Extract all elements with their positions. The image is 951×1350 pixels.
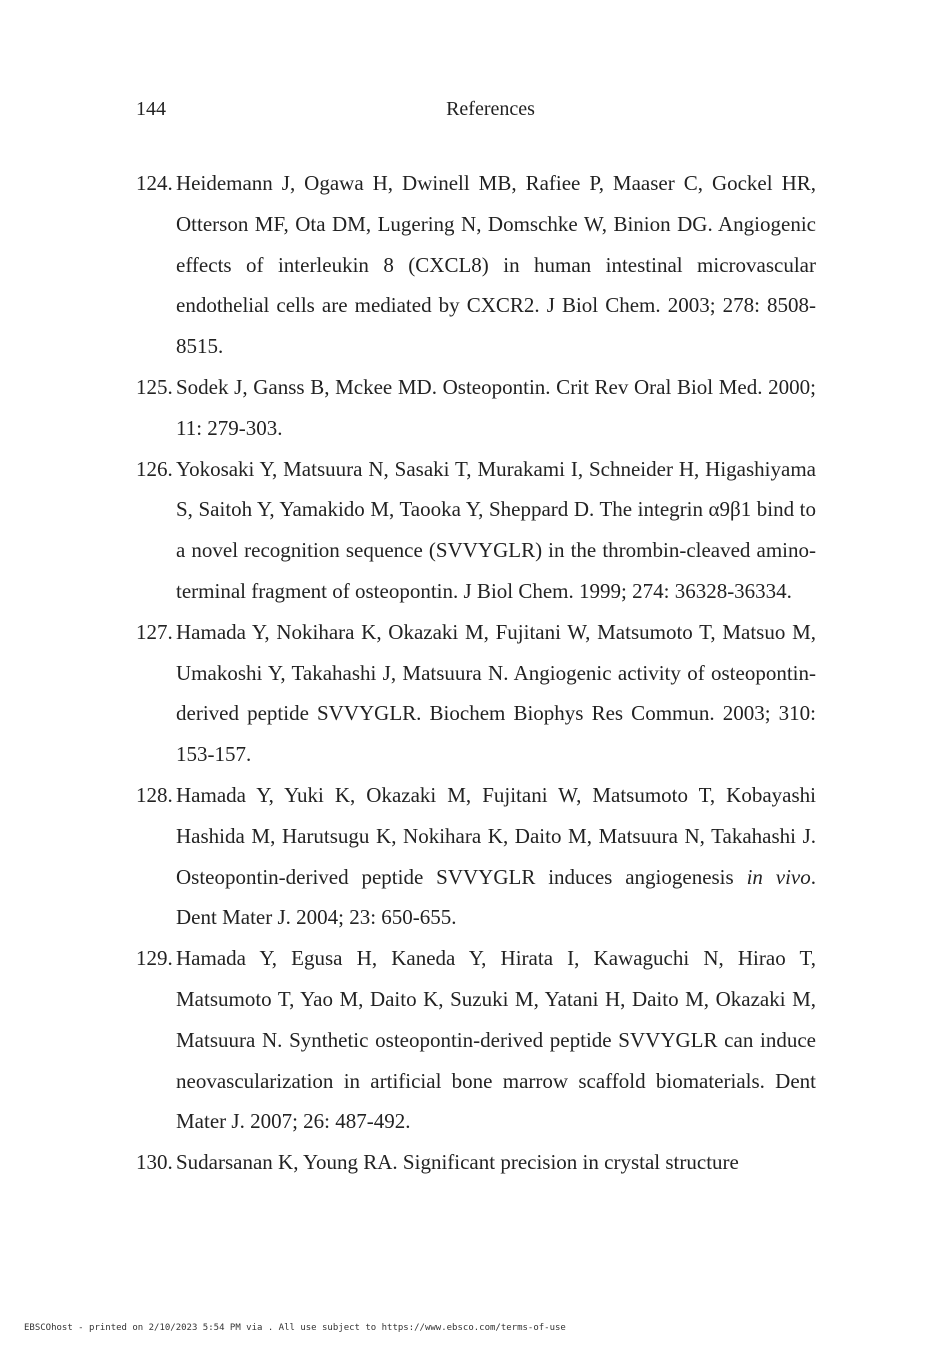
reference-item — [136, 449, 816, 612]
reference-text: Hamada Y, Nokihara K, Okazaki M, Fujitani W, Matsumoto T, Matsuo M, Umakoshi Y, Takahashi J, Matsuura N. Angiogenic activity of osteopontin- derived peptide SVVYGLR. Biochem Biophys Res Commun. 2003; 310: 153-157. — [176, 619, 816, 767]
reference-text: Sodek J, Ganss B, Mckee MD. Osteopontin. Crit Rev Oral Biol Med. 2000; 11: 279-303. — [176, 374, 816, 440]
reference-text: Hamada Y, Egusa H, Kaneda Y, Hirata I, Kawaguchi N, Hirao T, Matsumoto T, Yao M, Daito K, Suzuki M, Yatani H, Daito M, Okazaki M, Matsuura N. Synthetic osteopontin-derived peptide SVVYGLR can induce neovascularization in artificial bone marrow scaffold biomaterials. Dent Mater J. 2007; 26: 487-492. — [176, 946, 816, 1134]
reference-item — [136, 938, 816, 1142]
reference-text-part: Hamada Y, Yuki K, Okazaki M, Fujitani W, Matsumoto T, Kobayashi Hashida M, Harutsugu K, Nokihara K, Daito M, Matsuura N, Takahashi J. Osteopontin-derived peptide SVVYGLR induces angiogenesis — [176, 782, 816, 889]
italic-term: in vivo — [746, 864, 811, 889]
reference-text-part: . Dent Mater J. 2004; 23: 650-655. — [176, 864, 816, 930]
reference-item — [136, 612, 816, 775]
page-number: 144 — [136, 98, 166, 120]
reference-item — [136, 1142, 816, 1183]
running-head: References — [446, 98, 535, 120]
reference-number: 126. — [136, 456, 173, 481]
reference-list — [136, 163, 816, 1183]
reference-number: 130. — [136, 1150, 173, 1175]
reference-text — [176, 775, 816, 938]
reference-number: 129. — [136, 946, 173, 971]
reference-item — [136, 163, 816, 367]
reference-text: Sudarsanan K, Young RA. Significant precision in crystal structure — [176, 1150, 739, 1175]
reference-item — [136, 775, 816, 938]
reference-number: 127. — [136, 619, 173, 644]
reference-item — [136, 367, 816, 449]
reference-number: 125. — [136, 374, 173, 399]
reference-text: Yokosaki Y, Matsuura N, Sasaki T, Murakami I, Schneider H, Higashiyama S, Saitoh Y, Yamakido M, Taooka Y, Sheppard D. The integrin α9β1 bind to a novel recognition sequence (SVVYGLR) in the thrombin-cleaved amino-terminal fragment of osteopontin. J Biol Chem. 1999; 274: 36328-36334. — [176, 456, 816, 603]
reference-number: 124. — [136, 171, 173, 195]
reference-number: 128. — [136, 782, 173, 807]
reference-text: Heidemann J, Ogawa H, Dwinell MB, Rafiee P, Maaser C, Gockel HR, Otterson MF, Ota DM, Lugering N, Domschke W, Binion DG. Angiogenic effects of interleukin 8 (CXCL8) in human intestinal microvascular endothelial cells are mediated by CXCR2. J Biol Chem. 2003; 278: 8508-8515. — [176, 171, 816, 359]
ebsco-footer: EBSCOhost - printed on 2/10/2023 5:54 PM via . All use subject to https://www.ebsco.com/terms-of-use — [24, 1323, 566, 1333]
